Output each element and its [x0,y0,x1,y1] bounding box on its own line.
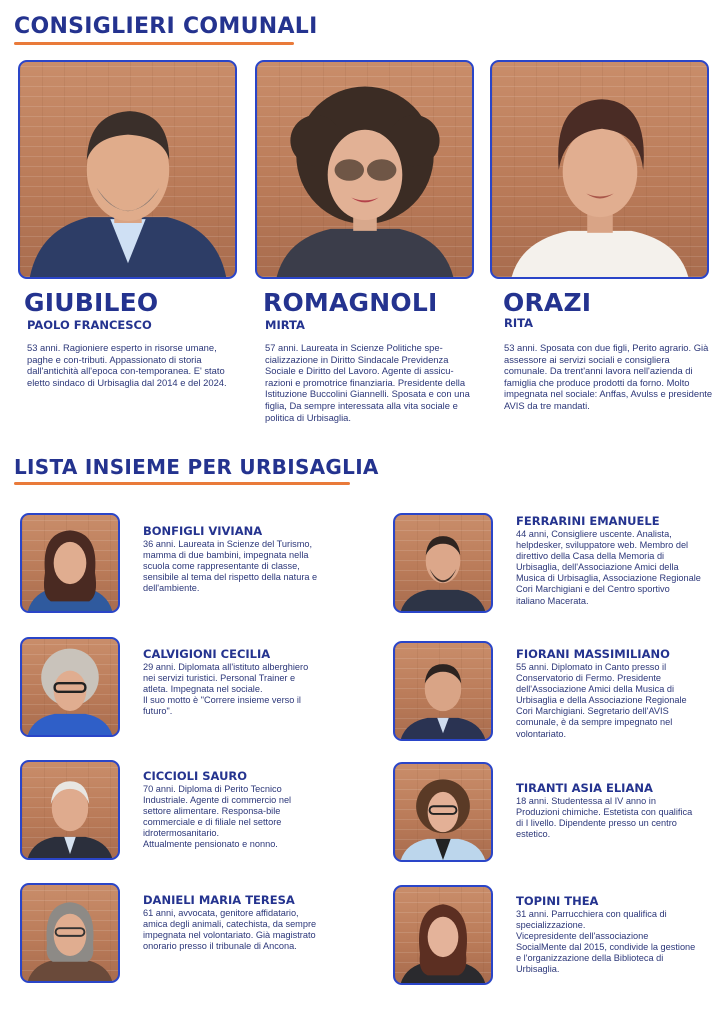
person-portrait-icon [257,62,472,277]
candidate-name: FERRARINI EMANUELE [516,514,660,528]
candidate-name: FIORANI MASSIMILIANO [516,647,670,661]
candidate-bio: 36 anni. Laureata in Scienze del Turismo, mamma di due bambini, impegnata nella scuola come rappresentante di classe, sensibile al tema del rispetto della natura e dell'ambiente. [143,539,318,594]
candidate-bio: 18 anni. Studentessa al IV anno in Produzioni chimiche. Estetista con qualifica di I livello. Dipendente presso un centro estetico. [516,796,693,840]
councillor-surname: ORAZI [503,288,592,317]
person-portrait-icon [22,639,118,735]
candidate-name: BONFIGLI VIVIANA [143,524,263,538]
councillor-bio: 53 anni. Sposata con due figli, Perito agrario. Già assessore ai servizi sociali e consigliera comunale. Da trent'anni lavora nell'azienda di famiglia che produce prodotti da forno. Molto impegnata nel sociale: Anffas, Avulss e presidente AVIS da tre mandati. [504,342,713,411]
title-underline [14,42,294,45]
councillor-given-name: RITA [504,316,533,330]
councillor-surname: GIUBILEO [24,288,159,317]
councillor-given-name: PAOLO FRANCESCO [27,318,152,332]
person-portrait-icon [22,885,118,981]
title-underline [14,482,350,485]
councillors-section-title: CONSIGLIERI COMUNALI [14,14,318,39]
person-portrait-icon [20,62,235,277]
list-section-title: LISTA INSIEME PER URBISAGLIA [14,455,379,479]
councillor-photo-orazi [490,60,709,279]
candidate-photo-ciccioli [20,760,120,860]
candidate-name: CICCIOLI SAURO [143,769,248,783]
councillor-photo-giubileo [18,60,237,279]
candidate-name: DANIELI MARIA TERESA [143,893,295,907]
candidate-bio: 31 anni. Parrucchiera con qualifica di specializzazione. Vicepresidente dell'associazione SocialMente dal 2015, condivide la gestione e l'organizzazione della Biblioteca di Urbisaglia. [516,909,696,975]
candidate-name: CALVIGIONI CECILIA [143,647,271,661]
person-portrait-icon [492,62,707,277]
person-portrait-icon [22,762,118,858]
candidate-bio: 44 anni, Consigliere uscente. Analista, helpdesker, sviluppatore web. Membro del direttivo della Casa della Memoria di Urbisaglia, dell'Associazione Amici della Musica di Urbisaglia, Associazione Regionale Cori Marchigiani e del Centro sportivo italiano Macerata. [516,529,701,606]
candidate-photo-fiorani [393,641,493,741]
councillor-surname: ROMAGNOLI [263,288,438,317]
councillor-bio: 57 anni. Laureata in Scienze Politiche spe-cializzazione in Diritto Sindacale Previdenza Sociale e Diritto del Lavoro. Agente di assicu-razioni e promotrice finanziaria. Presidente della Istituzione Buccolini Giannelli. Sposata e con una figlia, Da sempre interessata alla vita sociale e politica di Urbisaglia. [265,342,470,423]
candidate-photo-tiranti [393,762,493,862]
person-portrait-icon [395,515,491,611]
candidate-photo-topini [393,885,493,985]
councillor-bio: 53 anni. Ragioniere esperto in risorse umane, paghe e con-tributi. Appassionato di storia dall'antichità all'epoca con-temporanea. E' stato eletto sindaco di Urbisaglia dal 2014 e del 2024. [27,342,227,388]
candidate-photo-ferrarini [393,513,493,613]
candidate-bio: 70 anni. Diploma di Perito Tecnico Industriale. Agente di commercio nel settore alimentare. Responsa-bile commerciale e di filiale nel settore idrotermosanitario. Attualmente pensionato e nonno. [143,784,292,850]
candidate-name: TIRANTI ASIA ELIANA [516,781,653,795]
candidate-photo-calvigioni [20,637,120,737]
candidate-bio: 29 anni. Diplomata all'istituto alberghiero nei servizi turistici. Personal Trainer e atleta. Impegnata nel sociale. Il suo motto è "Correre insieme verso il futuro". [143,662,309,717]
candidate-bio: 55 anni. Diplomato in Canto presso il Conservatorio di Fermo. Presidente dell'Associazione Amici della Musica di Urbisaglia e della Associazione Regionale Cori Marchigiani. Segretario dell'AVIS comunale, è da sempre impegnato nel volontariato. [516,662,687,739]
candidate-name: TOPINI THEA [516,894,599,908]
candidate-photo-bonfigli [20,513,120,613]
person-portrait-icon [395,643,491,739]
person-portrait-icon [395,764,491,860]
candidate-photo-danieli [20,883,120,983]
person-portrait-icon [395,887,491,983]
councillor-photo-romagnoli [255,60,474,279]
candidate-bio: 61 anni, avvocata, genitore affidatario, amica degli animali, catechista, da sempre impegnata nel volontariato. Già magistrato onorario presso il tribunale di Ancona. [143,908,317,952]
councillor-given-name: MIRTA [265,318,305,332]
person-portrait-icon [22,515,118,611]
